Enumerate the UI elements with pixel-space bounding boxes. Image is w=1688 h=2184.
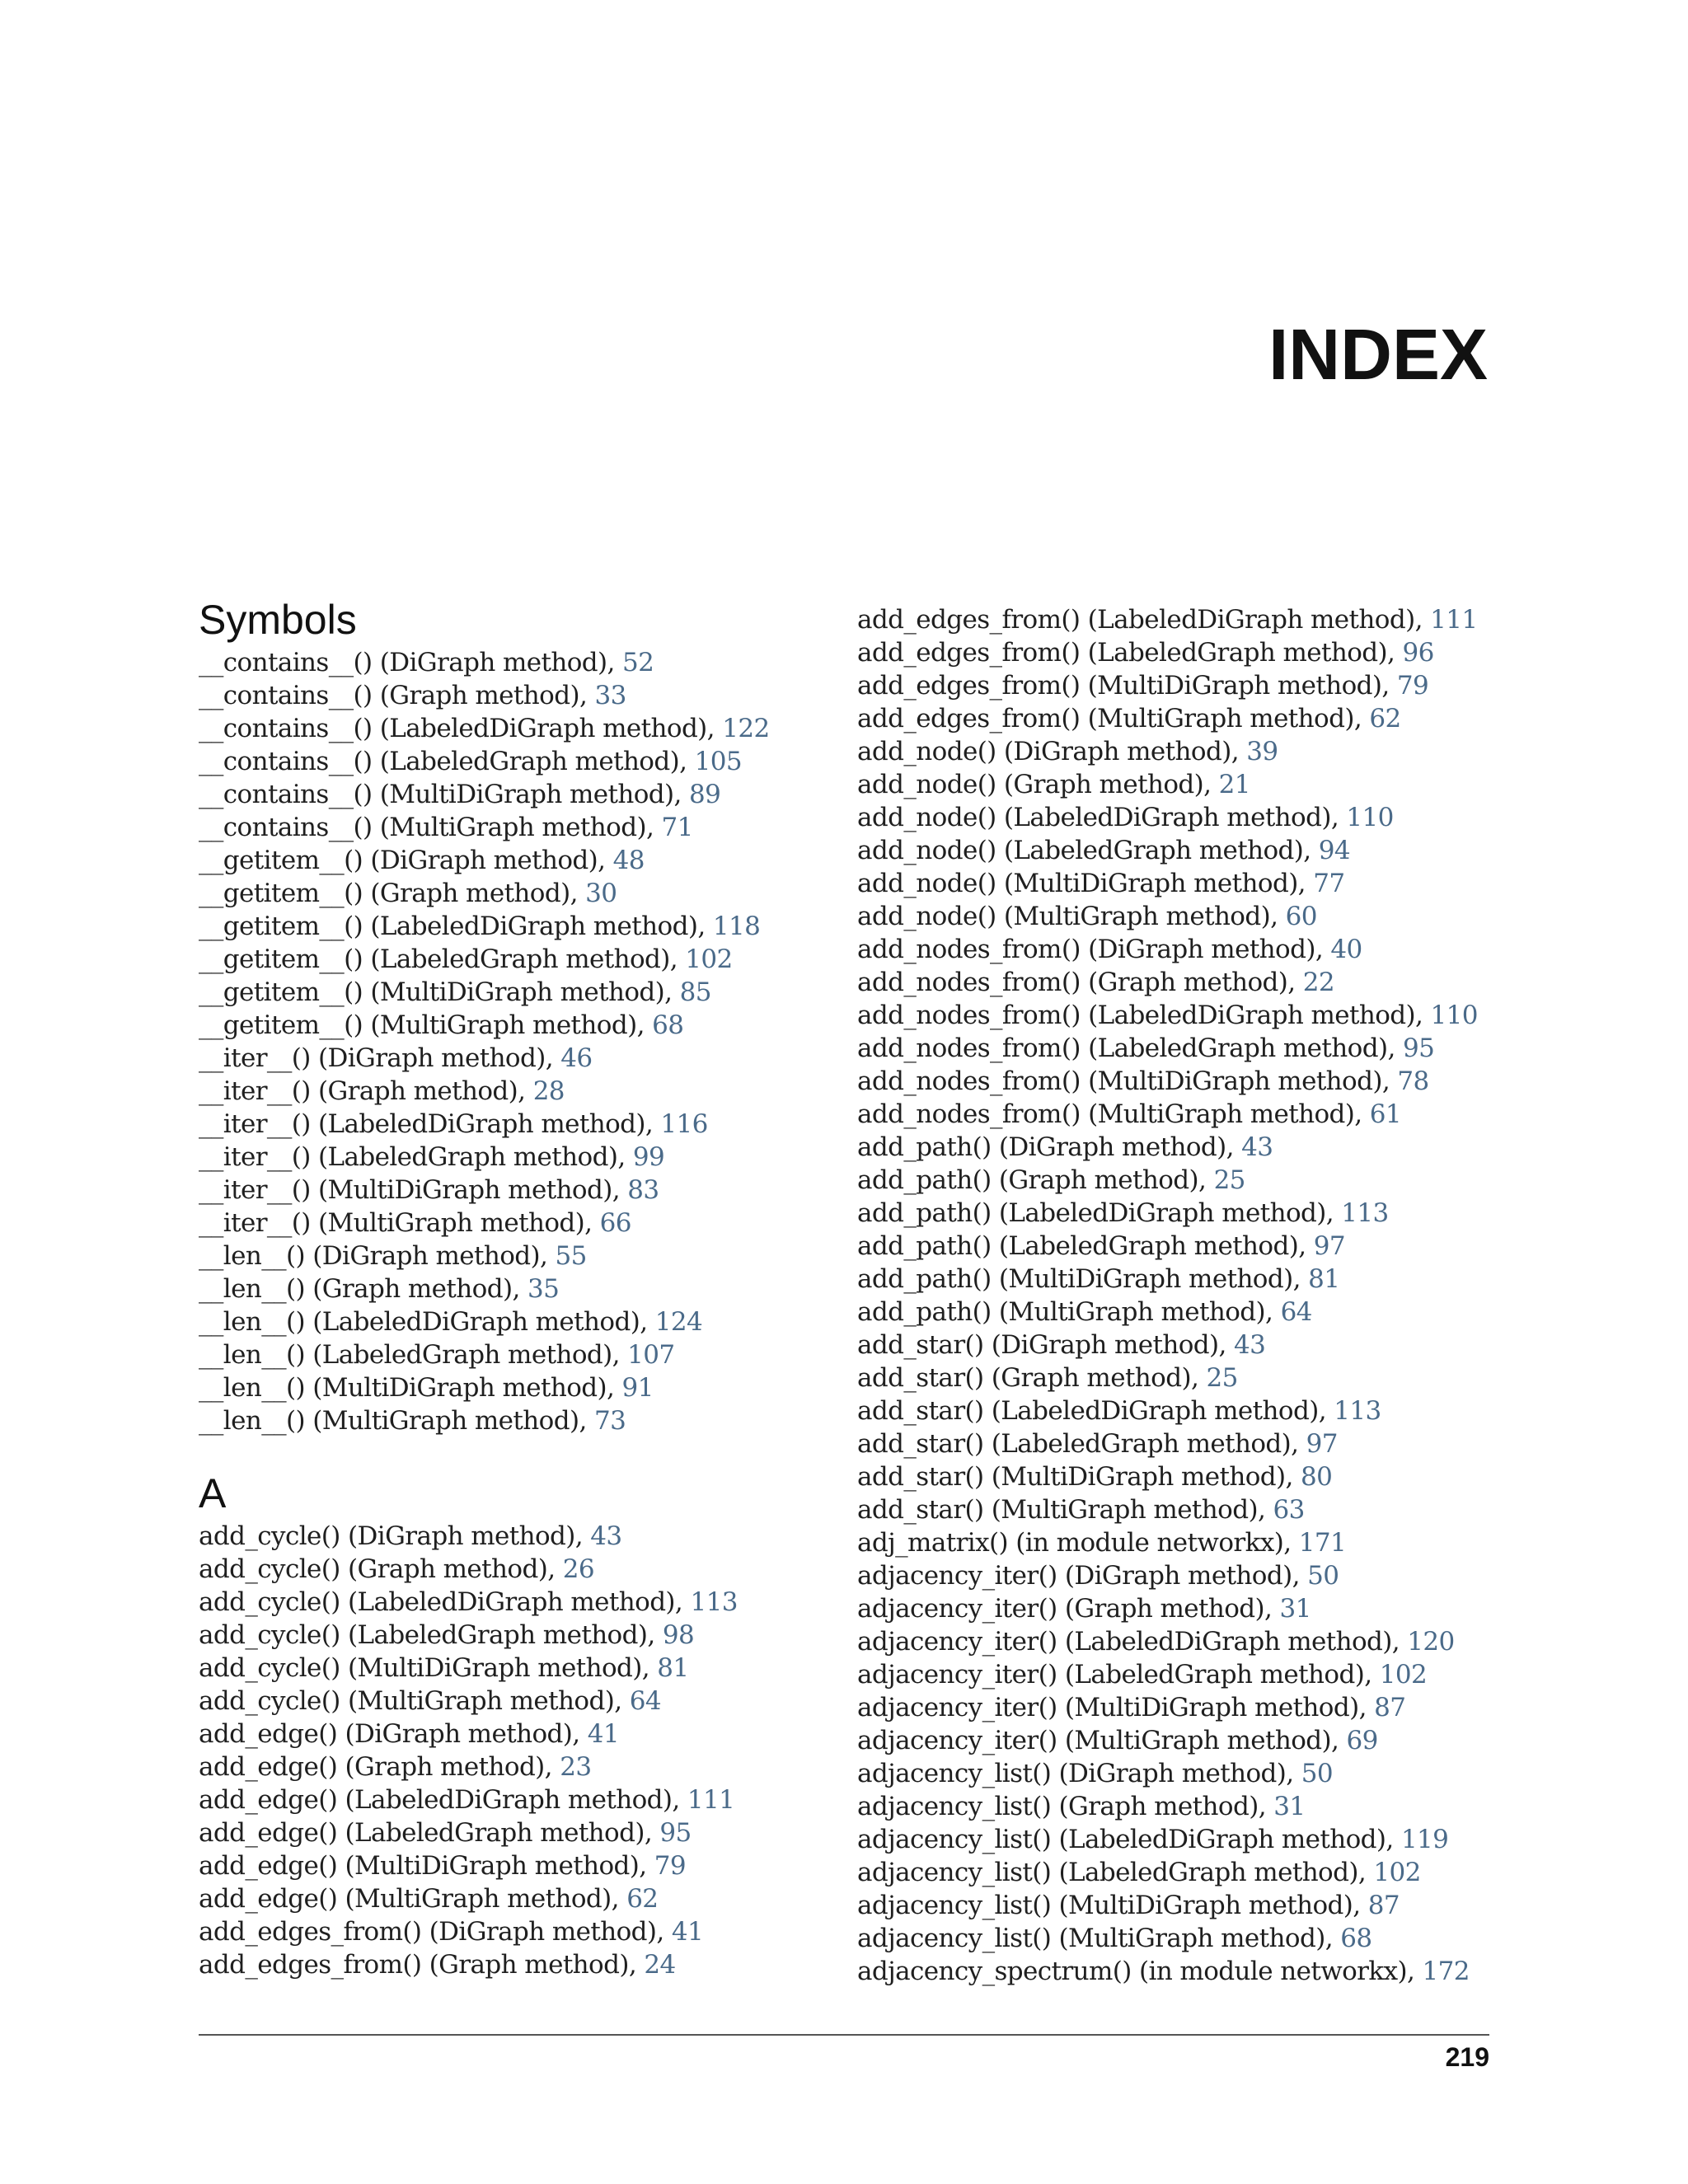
- index-entry-term: __len__() (LabeledDiGraph method),: [199, 1307, 655, 1337]
- index-page-link[interactable]: 81: [657, 1653, 689, 1683]
- index-page-link[interactable]: 52: [622, 648, 654, 677]
- index-entry-term: add_star() (MultiGraph method),: [857, 1495, 1273, 1525]
- index-entry: [199, 1174, 825, 1207]
- index-entry: [199, 1783, 825, 1816]
- index-entry-term: __getitem__() (MultiGraph method),: [199, 1010, 653, 1040]
- index-page-link[interactable]: 95: [659, 1818, 692, 1848]
- index-page-link[interactable]: 40: [1330, 935, 1362, 964]
- index-entry-term: add_node() (LabeledDiGraph method),: [857, 803, 1347, 832]
- index-entry: [857, 1592, 1508, 1625]
- index-entry: [857, 900, 1508, 933]
- index-entry-term: __getitem__() (MultiDiGraph method),: [199, 977, 680, 1007]
- index-entry: [199, 943, 825, 976]
- index-page-link[interactable]: 111: [687, 1785, 735, 1815]
- index-entry-term: adjacency_iter() (DiGraph method),: [857, 1561, 1308, 1591]
- index-entry-term: adjacency_iter() (MultiDiGraph method),: [857, 1693, 1375, 1722]
- index-page-link[interactable]: 95: [1402, 1033, 1435, 1063]
- index-entry: [857, 1526, 1508, 1559]
- index-page-link[interactable]: 22: [1302, 968, 1335, 997]
- index-entry: [199, 1619, 825, 1652]
- index-entry-term: add_edges_from() (LabeledDiGraph method),: [857, 605, 1431, 635]
- index-page-link[interactable]: 94: [1318, 836, 1351, 865]
- index-page-link[interactable]: 80: [1301, 1462, 1333, 1492]
- index-entry-term: add_nodes_from() (MultiGraph method),: [857, 1099, 1370, 1129]
- index-page-link[interactable]: 85: [679, 977, 711, 1007]
- index-page-link[interactable]: 102: [1379, 1660, 1428, 1690]
- index-entry: [857, 1098, 1508, 1131]
- index-entry: [199, 1948, 825, 1981]
- index-right-column: [857, 603, 1508, 1988]
- index-page-link[interactable]: 110: [1430, 1001, 1478, 1030]
- footer-rule: [199, 2034, 1489, 2036]
- index-entry: [857, 1394, 1508, 1427]
- index-entry-term: add_edges_from() (MultiDiGraph method),: [857, 671, 1397, 701]
- index-entry-term: add_path() (MultiDiGraph method),: [857, 1264, 1309, 1294]
- index-entry: [857, 1790, 1508, 1823]
- index-entry-term: add_node() (LabeledGraph method),: [857, 836, 1319, 865]
- index-entry-term: __len__() (Graph method),: [199, 1274, 528, 1304]
- index-page-link[interactable]: 110: [1346, 803, 1394, 832]
- index-page-link[interactable]: 61: [1369, 1099, 1402, 1129]
- index-entry: [857, 603, 1508, 636]
- index-entry: [199, 646, 825, 679]
- index-entry-term: add_nodes_from() (LabeledGraph method),: [857, 1033, 1403, 1063]
- index-entry-term: __iter__() (MultiGraph method),: [199, 1208, 600, 1238]
- index-entry: [857, 1197, 1508, 1230]
- index-page-link[interactable]: 41: [671, 1917, 704, 1947]
- index-entry-term: add_node() (MultiDiGraph method),: [857, 869, 1314, 898]
- index-entry: [857, 1427, 1508, 1460]
- index-entry-term: add_node() (Graph method),: [857, 770, 1219, 799]
- index-page-link[interactable]: 43: [590, 1521, 622, 1551]
- index-entry-term: __getitem__() (LabeledDiGraph method),: [199, 912, 713, 941]
- index-entry: [857, 1559, 1508, 1592]
- index-entry: [857, 1493, 1508, 1526]
- index-entry: [199, 811, 825, 844]
- index-page-link[interactable]: 64: [629, 1686, 661, 1716]
- index-entry-term: add_edge() (LabeledDiGraph method),: [199, 1785, 687, 1815]
- index-entry-term: __contains__() (DiGraph method),: [199, 648, 623, 677]
- index-entry-term: add_cycle() (LabeledDiGraph method),: [199, 1587, 691, 1617]
- index-entry: [857, 1065, 1508, 1098]
- index-entry-term: add_cycle() (Graph method),: [199, 1554, 563, 1584]
- index-entry: [857, 1131, 1508, 1164]
- index-entry-term: add_nodes_from() (DiGraph method),: [857, 935, 1331, 964]
- index-page-link[interactable]: 46: [560, 1043, 593, 1073]
- index-page-link[interactable]: 96: [1402, 638, 1434, 668]
- index-entry: [199, 1075, 825, 1108]
- index-page-link[interactable]: 81: [1308, 1264, 1340, 1294]
- index-entry-term: adjacency_spectrum() (in module networkx),: [857, 1957, 1423, 1986]
- index-page-link[interactable]: 79: [1396, 671, 1429, 701]
- index-page-link[interactable]: 41: [587, 1719, 620, 1749]
- index-page-link[interactable]: 62: [626, 1884, 659, 1914]
- index-page-link[interactable]: 124: [654, 1307, 703, 1337]
- index-entry-term: add_edges_from() (MultiGraph method),: [857, 704, 1370, 733]
- index-page-link[interactable]: 171: [1298, 1528, 1347, 1558]
- index-page-link[interactable]: 102: [1373, 1858, 1421, 1887]
- index-entry: [857, 1329, 1508, 1361]
- index-entry-term: add_edge() (MultiDiGraph method),: [199, 1851, 654, 1881]
- index-entry: [857, 867, 1508, 900]
- index-entry-term: add_path() (MultiGraph method),: [857, 1297, 1281, 1327]
- index-entry: [857, 1032, 1508, 1065]
- index-page-link[interactable]: 48: [612, 846, 645, 875]
- index-list-a-continued: [857, 603, 1508, 1988]
- index-entry-term: add_path() (LabeledGraph method),: [857, 1231, 1314, 1261]
- index-entry: [199, 877, 825, 910]
- index-entry: [199, 1750, 825, 1783]
- index-entry: [857, 1230, 1508, 1263]
- index-entry: [857, 1724, 1508, 1757]
- index-entry-term: add_edge() (DiGraph method),: [199, 1719, 588, 1749]
- index-page-link[interactable]: 91: [621, 1373, 654, 1403]
- index-entry: [199, 910, 825, 943]
- index-entry: [199, 1042, 825, 1075]
- index-entry: [857, 1361, 1508, 1394]
- index-entry: [199, 1553, 825, 1586]
- index-entry-term: add_edges_from() (DiGraph method),: [199, 1917, 672, 1947]
- index-page-link[interactable]: 89: [689, 780, 721, 809]
- index-entry-term: __len__() (LabeledGraph method),: [199, 1340, 628, 1370]
- index-entry: [857, 1691, 1508, 1724]
- index-entry: [199, 1141, 825, 1174]
- index-entry-term: __iter__() (LabeledDiGraph method),: [199, 1109, 661, 1139]
- index-entry: [857, 834, 1508, 867]
- index-entry-term: add_cycle() (MultiDiGraph method),: [199, 1653, 658, 1683]
- index-entry: [199, 1305, 825, 1338]
- index-page-link[interactable]: 73: [593, 1406, 626, 1436]
- index-list-symbols: [199, 646, 825, 1437]
- index-entry-term: add_edge() (Graph method),: [199, 1752, 560, 1782]
- index-entry-term: add_nodes_from() (Graph method),: [857, 968, 1303, 997]
- index-page-link[interactable]: 25: [1213, 1165, 1245, 1195]
- index-entry-term: add_nodes_from() (MultiDiGraph method),: [857, 1066, 1398, 1096]
- index-entry: [199, 1652, 825, 1685]
- index-entry: [199, 1207, 825, 1240]
- index-entry-term: __len__() (DiGraph method),: [199, 1241, 556, 1271]
- index-entry-term: __iter__() (LabeledGraph method),: [199, 1142, 633, 1172]
- index-entry: [857, 1823, 1508, 1856]
- index-entry-term: __getitem__() (Graph method),: [199, 879, 586, 908]
- index-entry: [857, 801, 1508, 834]
- index-entry: [199, 1816, 825, 1849]
- index-entry: [199, 778, 825, 811]
- index-entry-term: add_cycle() (DiGraph method),: [199, 1521, 591, 1551]
- index-entry: [199, 1371, 825, 1404]
- index-entry: [857, 1757, 1508, 1790]
- index-entry: [199, 1849, 825, 1882]
- index-page-link[interactable]: 118: [712, 912, 761, 941]
- index-entry: [199, 844, 825, 877]
- index-page-link[interactable]: 87: [1374, 1693, 1406, 1722]
- index-page-link[interactable]: 97: [1313, 1231, 1345, 1261]
- index-entry: [857, 1164, 1508, 1197]
- index-page-link[interactable]: 122: [722, 714, 770, 743]
- index-entry-term: __iter__() (MultiDiGraph method),: [199, 1175, 628, 1205]
- index-entry: [199, 1272, 825, 1305]
- index-entry: [199, 1338, 825, 1371]
- index-page-link[interactable]: 25: [1206, 1363, 1238, 1393]
- index-page-link[interactable]: 35: [527, 1274, 560, 1304]
- index-entry-term: adjacency_list() (DiGraph method),: [857, 1759, 1301, 1788]
- index-entry-term: __contains__() (MultiGraph method),: [199, 813, 662, 842]
- section-heading-symbols: Symbols: [199, 597, 357, 643]
- index-entry: [199, 1718, 825, 1750]
- index-page-link[interactable]: 87: [1367, 1891, 1400, 1920]
- index-entry: [857, 1922, 1508, 1955]
- index-page-link[interactable]: 66: [599, 1208, 631, 1238]
- index-entry-term: add_path() (Graph method),: [857, 1165, 1214, 1195]
- index-page-link[interactable]: 39: [1246, 737, 1278, 766]
- index-entry: [857, 1263, 1508, 1296]
- index-page-link[interactable]: 68: [1340, 1924, 1372, 1953]
- index-entry: [857, 735, 1508, 768]
- index-page-link[interactable]: 24: [644, 1950, 676, 1980]
- index-page-link[interactable]: 31: [1273, 1792, 1306, 1821]
- index-entry-term: __getitem__() (DiGraph method),: [199, 846, 613, 875]
- index-page-link[interactable]: 172: [1422, 1957, 1470, 1986]
- index-page-link[interactable]: 50: [1307, 1561, 1339, 1591]
- index-page-link[interactable]: 105: [694, 747, 742, 776]
- index-page-link[interactable]: 111: [1430, 605, 1478, 635]
- index-entry: [857, 999, 1508, 1032]
- index-page-link[interactable]: 60: [1285, 902, 1317, 931]
- index-page-link[interactable]: 64: [1280, 1297, 1312, 1327]
- index-page-link[interactable]: 30: [585, 879, 617, 908]
- index-page-link[interactable]: 55: [555, 1241, 587, 1271]
- index-entry-term: adjacency_iter() (MultiGraph method),: [857, 1726, 1347, 1755]
- index-page-link[interactable]: 107: [627, 1340, 675, 1370]
- index-entry: [199, 1586, 825, 1619]
- index-entry-term: add_path() (LabeledDiGraph method),: [857, 1198, 1342, 1228]
- index-entry-term: add_edges_from() (Graph method),: [199, 1950, 645, 1980]
- index-page-link[interactable]: 50: [1301, 1759, 1334, 1788]
- index-page-link[interactable]: 28: [532, 1076, 565, 1106]
- index-entry-term: __getitem__() (LabeledGraph method),: [199, 944, 686, 974]
- index-entry-term: adjacency_iter() (LabeledGraph method),: [857, 1660, 1380, 1690]
- index-entry-term: __contains__() (LabeledGraph method),: [199, 747, 695, 776]
- index-entry: [199, 745, 825, 778]
- index-page-link[interactable]: 77: [1313, 869, 1345, 898]
- index-page-link[interactable]: 113: [1334, 1396, 1381, 1426]
- index-entry-term: adjacency_list() (MultiGraph method),: [857, 1924, 1341, 1953]
- index-page-link[interactable]: 31: [1279, 1594, 1311, 1624]
- index-entry: [199, 1240, 825, 1272]
- index-page-link[interactable]: 83: [627, 1175, 659, 1205]
- index-page-link[interactable]: 113: [690, 1587, 738, 1617]
- index-entry-term: add_star() (Graph method),: [857, 1363, 1207, 1393]
- index-entry-term: add_star() (LabeledDiGraph method),: [857, 1396, 1334, 1426]
- index-entry-term: add_edge() (LabeledGraph method),: [199, 1818, 660, 1848]
- index-list-a: [199, 1520, 825, 1981]
- index-entry-term: adjacency_list() (MultiDiGraph method),: [857, 1891, 1368, 1920]
- index-page-link[interactable]: 116: [660, 1109, 708, 1139]
- index-entry: [857, 1625, 1508, 1658]
- page-title: INDEX: [1268, 315, 1488, 395]
- section-heading-a: A: [199, 1470, 227, 1516]
- index-page-link[interactable]: 43: [1234, 1330, 1266, 1360]
- index-page-link[interactable]: 79: [654, 1851, 687, 1881]
- index-entry-term: add_star() (DiGraph method),: [857, 1330, 1235, 1360]
- index-entry: [199, 679, 825, 712]
- index-entry-term: adj_matrix() (in module networkx),: [857, 1528, 1299, 1558]
- index-entry-term: __iter__() (Graph method),: [199, 1076, 533, 1106]
- index-entry-term: __contains__() (Graph method),: [199, 681, 595, 710]
- index-entry-term: __contains__() (MultiDiGraph method),: [199, 780, 690, 809]
- index-entry-term: add_cycle() (MultiGraph method),: [199, 1686, 630, 1716]
- index-entry-term: add_node() (DiGraph method),: [857, 737, 1247, 766]
- index-left-column: [199, 593, 825, 1981]
- index-entry-term: __len__() (MultiDiGraph method),: [199, 1373, 622, 1403]
- index-entry-term: add_edges_from() (LabeledGraph method),: [857, 638, 1403, 668]
- index-page-link[interactable]: 119: [1400, 1825, 1449, 1854]
- index-entry-term: adjacency_list() (LabeledDiGraph method),: [857, 1825, 1401, 1854]
- index-entry: [857, 1460, 1508, 1493]
- index-page-link[interactable]: 43: [1241, 1132, 1273, 1162]
- index-page-link[interactable]: 69: [1346, 1726, 1378, 1755]
- index-page-link[interactable]: 102: [685, 944, 733, 974]
- index-entry: [857, 1889, 1508, 1922]
- index-entry-term: adjacency_iter() (LabeledDiGraph method),: [857, 1627, 1408, 1657]
- index-entry-term: add_edge() (MultiGraph method),: [199, 1884, 627, 1914]
- index-entry-term: add_star() (LabeledGraph method),: [857, 1429, 1306, 1459]
- index-entry-term: adjacency_iter() (Graph method),: [857, 1594, 1280, 1624]
- index-entry: [857, 768, 1508, 801]
- index-entry-term: add_cycle() (LabeledGraph method),: [199, 1620, 663, 1650]
- index-entry: [199, 1108, 825, 1141]
- index-entry-term: add_nodes_from() (LabeledDiGraph method),: [857, 1001, 1431, 1030]
- index-page-link[interactable]: 71: [661, 813, 693, 842]
- index-entry: [857, 1856, 1508, 1889]
- index-entry: [199, 1404, 825, 1437]
- index-entry-term: __len__() (MultiGraph method),: [199, 1406, 594, 1436]
- index-entry: [857, 933, 1508, 966]
- index-entry-term: adjacency_list() (LabeledGraph method),: [857, 1858, 1374, 1887]
- index-entry-term: adjacency_list() (Graph method),: [857, 1792, 1274, 1821]
- index-page-link[interactable]: 98: [662, 1620, 695, 1650]
- index-page-link[interactable]: 97: [1306, 1429, 1338, 1459]
- index-entry: [857, 1955, 1508, 1988]
- index-entry: [857, 1296, 1508, 1329]
- index-page-link[interactable]: 78: [1397, 1066, 1429, 1096]
- index-entry: [857, 966, 1508, 999]
- index-entry: [199, 976, 825, 1009]
- index-page-link[interactable]: 113: [1341, 1198, 1389, 1228]
- index-page-link[interactable]: 99: [632, 1142, 665, 1172]
- index-page-link[interactable]: 33: [594, 681, 626, 710]
- index-entry: [857, 702, 1508, 735]
- index-entry: [857, 1658, 1508, 1691]
- index-entry: [857, 636, 1508, 669]
- index-entry: [199, 712, 825, 745]
- index-page-link[interactable]: 120: [1407, 1627, 1455, 1657]
- index-entry-term: add_path() (DiGraph method),: [857, 1132, 1242, 1162]
- index-entry: [199, 1520, 825, 1553]
- index-entry-term: __iter__() (DiGraph method),: [199, 1043, 561, 1073]
- index-page-link[interactable]: 63: [1273, 1495, 1305, 1525]
- index-entry-term: add_star() (MultiDiGraph method),: [857, 1462, 1301, 1492]
- page-number: 219: [1445, 2042, 1489, 2072]
- index-entry-term: __contains__() (LabeledDiGraph method),: [199, 714, 723, 743]
- index-entry-term: add_node() (MultiGraph method),: [857, 902, 1286, 931]
- index-entry: [199, 1009, 825, 1042]
- index-entry: [857, 669, 1508, 702]
- index-page-link[interactable]: 21: [1218, 770, 1250, 799]
- index-page-link[interactable]: 26: [562, 1554, 594, 1584]
- index-entry: [199, 1915, 825, 1948]
- index-page-link[interactable]: 68: [652, 1010, 684, 1040]
- index-entry: [199, 1882, 825, 1915]
- index-page-link[interactable]: 62: [1369, 704, 1401, 733]
- index-entry: [199, 1685, 825, 1718]
- index-page-link[interactable]: 23: [560, 1752, 592, 1782]
